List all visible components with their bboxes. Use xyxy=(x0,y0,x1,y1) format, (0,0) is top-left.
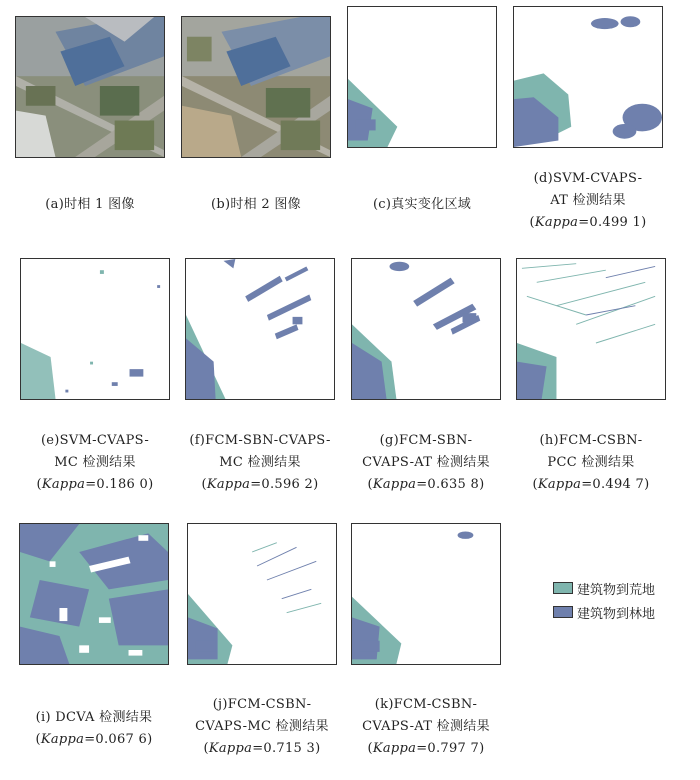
legend-swatch-barren xyxy=(553,582,573,594)
caption-f-line2: MC 检测结果 xyxy=(219,455,301,470)
image-i-dcva xyxy=(19,523,169,665)
kappa-label: Kappa xyxy=(41,477,86,492)
caption-b xyxy=(171,194,341,216)
caption-k-line2: CVAPS-AT 检测结果 xyxy=(362,719,490,734)
caption-h-line2: PCC 检测结果 xyxy=(547,455,635,470)
kappa-label: Kappa xyxy=(372,477,417,492)
legend-label-forest: 建筑物到林地 xyxy=(577,606,656,622)
image-k-fcm-csbn-cvaps-at xyxy=(351,523,501,665)
kappa-value: =0.635 8 xyxy=(416,477,480,492)
caption-f-kappa: (Kappa=0.596 2) xyxy=(201,477,319,492)
legend-item-forest xyxy=(553,602,655,622)
caption-d xyxy=(503,168,673,234)
caption-e-line2: MC 检测结果 xyxy=(54,455,136,470)
kappa-value: =0.596 2 xyxy=(250,477,314,492)
image-a-phase1 xyxy=(15,16,165,158)
kappa-value: =0.797 7 xyxy=(416,741,480,756)
caption-d-line2: AT 检测结果 xyxy=(550,193,626,208)
caption-f-line1: (f)FCM-SBN-CVAPS- xyxy=(189,433,331,448)
kappa-label: Kappa xyxy=(40,732,85,747)
caption-b-line1: (b)时相 2 图像 xyxy=(210,197,301,212)
caption-i-line1: (i) DCVA 检测结果 xyxy=(35,710,153,725)
legend-label-barren: 建筑物到荒地 xyxy=(577,582,656,598)
caption-g-line1: (g)FCM-SBN- xyxy=(379,433,473,448)
caption-k-line1: (k)FCM-CSBN- xyxy=(374,697,478,712)
caption-c-line1: (c)真实变化区域 xyxy=(372,197,472,212)
caption-e-kappa: (Kappa=0.186 0) xyxy=(36,477,154,492)
caption-k xyxy=(341,694,511,760)
image-f-fcm-sbn-cvaps-mc xyxy=(185,258,335,400)
kappa-value: =0.715 3 xyxy=(252,741,316,756)
caption-g-line2: CVAPS-AT 检测结果 xyxy=(362,455,490,470)
caption-g xyxy=(341,430,511,496)
legend-swatch-forest xyxy=(553,606,573,618)
caption-h-kappa: (Kappa=0.494 7) xyxy=(532,477,650,492)
kappa-label: Kappa xyxy=(537,477,582,492)
kappa-label: Kappa xyxy=(206,477,251,492)
caption-a-line1: (a)时相 1 图像 xyxy=(45,197,135,212)
caption-a xyxy=(5,194,175,216)
caption-h-line1: (h)FCM-CSBN- xyxy=(539,433,643,448)
image-j-fcm-csbn-cvaps-mc xyxy=(187,523,337,665)
caption-i xyxy=(9,707,179,751)
image-c-ground-truth xyxy=(347,6,497,148)
caption-j-kappa: (Kappa=0.715 3) xyxy=(203,741,321,756)
caption-e-line1: (e)SVM-CVAPS- xyxy=(40,433,150,448)
caption-e xyxy=(10,430,180,496)
caption-f xyxy=(175,430,345,496)
caption-j-line1: (j)FCM-CSBN- xyxy=(212,697,312,712)
caption-d-kappa: (Kappa=0.499 1) xyxy=(529,215,647,230)
image-h-fcm-csbn-pcc xyxy=(516,258,666,400)
kappa-value: =0.494 7 xyxy=(581,477,645,492)
image-e-svm-cvaps-mc xyxy=(20,258,170,400)
kappa-label: Kappa xyxy=(372,741,417,756)
kappa-label: Kappa xyxy=(534,215,579,230)
caption-g-kappa: (Kappa=0.635 8) xyxy=(367,477,485,492)
legend-item-barren xyxy=(553,578,655,598)
kappa-value: =0.499 1 xyxy=(578,215,642,230)
caption-j xyxy=(177,694,347,760)
image-b-phase2 xyxy=(181,16,331,158)
caption-i-kappa: (Kappa=0.067 6) xyxy=(35,732,153,747)
caption-k-kappa: (Kappa=0.797 7) xyxy=(367,741,485,756)
legend xyxy=(553,578,655,626)
kappa-value: =0.186 0 xyxy=(85,477,149,492)
caption-c xyxy=(337,194,507,216)
image-g-fcm-sbn-cvaps-at xyxy=(351,258,501,400)
caption-h xyxy=(506,430,676,496)
caption-j-line2: CVAPS-MC 检测结果 xyxy=(195,719,329,734)
caption-d-line1: (d)SVM-CVAPS- xyxy=(533,171,643,186)
kappa-value: =0.067 6 xyxy=(84,732,148,747)
kappa-label: Kappa xyxy=(208,741,253,756)
image-d-svm-cvaps-at xyxy=(513,6,663,148)
